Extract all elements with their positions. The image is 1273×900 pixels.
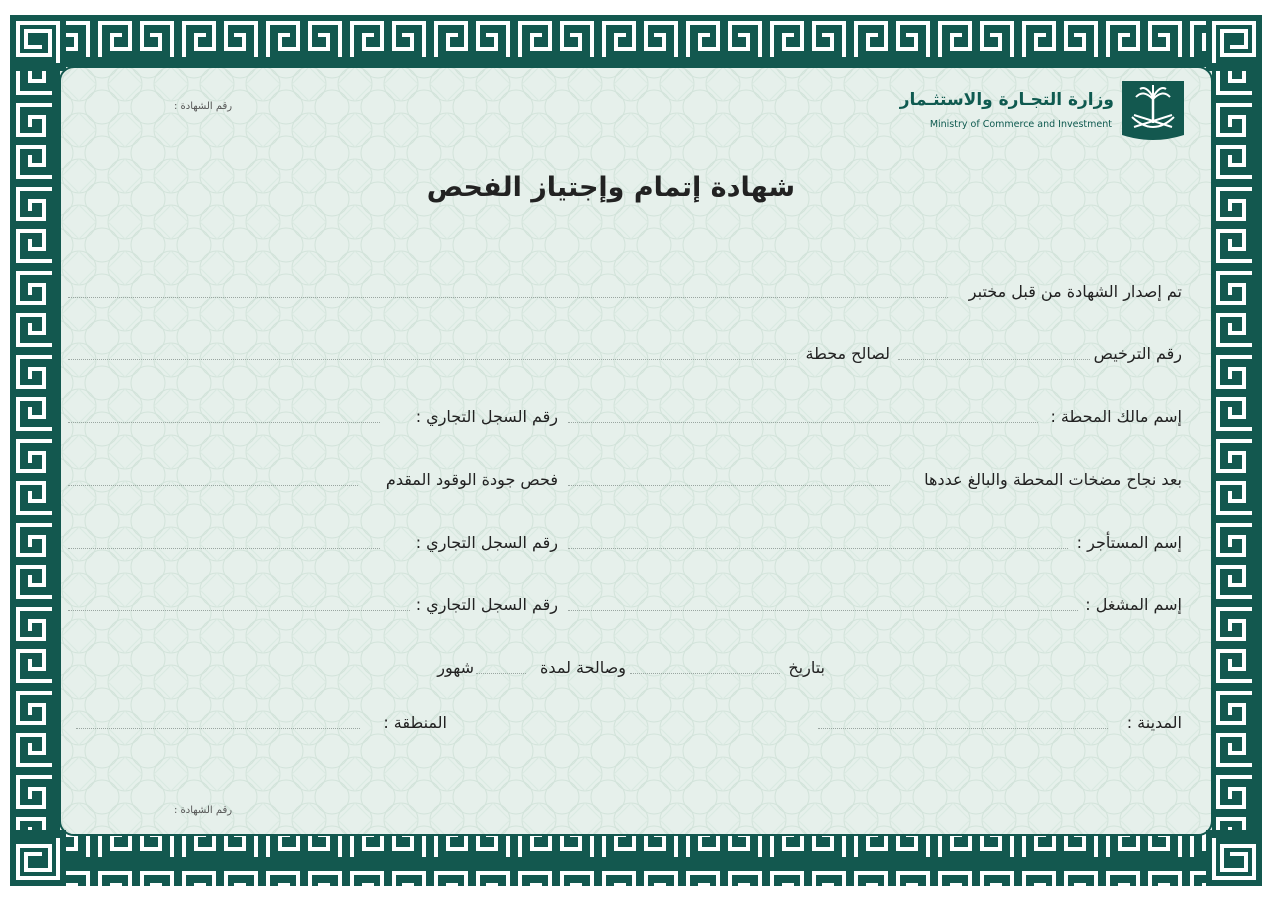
certificate-number-label-bottom: رقم الشهادة : (174, 805, 233, 816)
city-field[interactable] (818, 728, 1108, 729)
operator-name-label: إسم المشغل : (1085, 595, 1182, 614)
license-number-label: رقم الترخيص (1093, 344, 1182, 363)
issued-by-label: تم إصدار الشهادة من قبل مختبر (968, 282, 1182, 301)
date-field[interactable] (630, 673, 780, 674)
issued-by-field[interactable] (68, 297, 948, 298)
owner-name-field[interactable] (568, 422, 1038, 423)
owner-cr-label: رقم السجل التجاري : (415, 407, 558, 426)
ministry-name-english: Ministry of Commerce and Investment (929, 119, 1112, 130)
owner-cr-field[interactable] (68, 422, 380, 423)
owner-name-label: إسم مالك المحطة : (1050, 407, 1182, 426)
tenant-name-field[interactable] (568, 548, 1068, 549)
tenant-cr-field[interactable] (68, 548, 380, 549)
license-number-field[interactable] (898, 359, 1090, 360)
tenant-cr-label: رقم السجل التجاري : (415, 533, 558, 552)
fuel-quality-field[interactable] (68, 485, 358, 486)
valid-for-label: وصالحة لمدة (540, 658, 626, 677)
date-label: بتاريخ (788, 658, 825, 677)
months-label: شهور (437, 658, 474, 677)
validity-months-field[interactable] (476, 673, 526, 674)
city-label: المدينة : (1126, 713, 1182, 732)
pumps-count-field[interactable] (568, 485, 890, 486)
operator-cr-field[interactable] (68, 610, 410, 611)
saudi-emblem-palm-swords-icon (1118, 75, 1188, 145)
fuel-quality-label: فحص جودة الوقود المقدم (385, 470, 558, 489)
region-label: المنطقة : (383, 713, 447, 732)
tenant-name-label: إسم المستأجر : (1076, 533, 1182, 552)
operator-cr-label: رقم السجل التجاري : (415, 595, 558, 614)
certificate-title: شهادة إتمام وإجتياز الفحص (426, 172, 795, 203)
pumps-success-label: بعد نجاح مضخات المحطة والبالغ عددها (924, 470, 1182, 489)
ministry-name-arabic: وزارة التجـارة والاستثـمار (899, 90, 1114, 110)
certificate (10, 15, 1262, 886)
region-field[interactable] (76, 728, 360, 729)
certificate-number-label-top: رقم الشهادة : (174, 101, 233, 112)
station-name-field[interactable] (68, 359, 796, 360)
for-station-label: لصالح محطة (805, 344, 890, 363)
operator-name-field[interactable] (568, 610, 1078, 611)
